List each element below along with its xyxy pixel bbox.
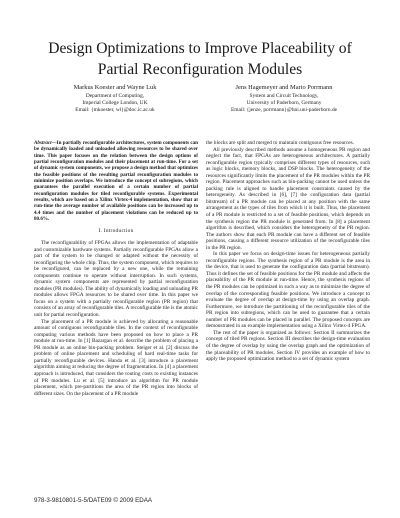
- body-paragraph: the blocks are split and merged to maintain contiguous free resources.: [206, 140, 355, 146]
- section-heading-introduction: I. Introduction: [98, 228, 134, 235]
- author-email: Email: {jenze, porrmann}@hni.uni-paderborn.de: [230, 107, 338, 114]
- body-paragraph: The reconfigurability of FPGAs allows the implementation of adaptable and customizable hardware systems. Partially reconfigurable FPGAs allow a part of the system to be changed or adapted without the necessity of reconfiguring the whole chip. Thus, the system component, which requires to be reconfigured, can be replaced by a new one, while the remaining components continue to operate without interruption. In such systems, dynamic system components are represented by partial reconfiguration modules (PR modules). The ability of dynamically loading and unloading PR modules allows FPGA resources to be shared over time. In this paper we focus on a system with a partially reconfigurable region (PR region) that consists of an array of reconfigurable tiles. A reconfigurable tile is the atomic unit for partial reconfiguration.: [34, 240, 198, 319]
- abstract: [34, 140, 198, 222]
- left-column: [34, 140, 198, 397]
- paper-title: [20, 38, 380, 80]
- copyright-footer: 978-3-9810801-5-5/DATE09 © 2009 EDAA: [34, 497, 152, 504]
- body-paragraph: All previously described methods assume a homogeneous PR region and neglect the fact, that FPGAs are heterogeneous architectures. A partially reconfigurable region typically comprises different types of resources, such as logic blocks, memory blocks, and DSP blocks. The heterogeneity of the resources significantly limits the placement of the PR modules within the PR region. Placement approaches such as bin-packing cannot be used unless the packing rule is aligned to handle placement constraints caused by the heterogeneity. As described in [6], [7] the configuration data (partial bitstream) of a PR module can be placed at any position with the same arrangement as the types of tiles from which it is built. Thus, the placement of a PR module is restricted to a set of feasible positions, which depends on the synthesis region the PR module is generated from. In [8] a placement algorithm is described, which considers the heterogeneity of the PR region. The authors show that each PR module can have a different set of feasible positions, causing a different resource utilization of the reconfigurable tiles in the PR region.: [206, 146, 370, 251]
- author-names: Jens Hagemeyer and Mario Porrmann: [235, 84, 333, 91]
- title-line-1: Design Optimizations to Improve Placeability of: [48, 40, 352, 57]
- author-block-right: [214, 84, 354, 115]
- right-column: [206, 140, 370, 363]
- author-department: Department of Computing,: [85, 92, 145, 99]
- abstract-lead: Abstract: [34, 140, 52, 146]
- abstract-text: —In partially reconfigurable architectures, system components can be dynamically loaded and unloaded allowing resources to be shared over time. This paper focuses on the relation between the design options of partial reconfiguration modules and their placement at run-time. For a set of dynamic system components, we propose a design method that optimizes the feasible positions of the resulting partial reconfiguration modules to minimize position overlaps. We introduce the concept of subregions, which guarantees the parallel execution of a certain number of partial reconfiguration modules for tiled reconfigurable systems. Experimental results, which are based on a Xilinx Virtex-4 implementation, show that at run-time the average number of available positions can be increased up to 4.4 times and the number of placement violations can be reduced up to 80.6%.: [34, 140, 198, 223]
- body-paragraph: The placement of a PR module is achieved by allocating a reasonable amount of contiguous reconfigurable tiles. In the context of reconfigurable computing various methods have been proposed on how to place a PR module at run-time. In [1] Bazargan et al. describe the problem of placing a PR module as an online bin-packing problem. Steiger et al. [2] discuss the problem of online placement and scheduling of hard real-time tasks for partially reconfigurable devices. Handa et al. [3] introduce a placement algorithm aiming at reducing the degree of fragmentation. In [4] a placement approach is introduced, that considers the routing costs to existing instances of PR modules. Lu et al. [5] introduce an algorithm for PR module placement, which pre-partitions the area of the PR region into blocks of different sizes. On the placement of a PR module: [34, 318, 198, 397]
- author-block-left: [45, 84, 185, 115]
- author-institution: Imperial College London, UK: [82, 100, 148, 106]
- author-institution: University of Paderborn, Germany: [246, 100, 322, 106]
- body-paragraph: In this paper we focus on design-time issues for heterogeneous partially reconfigurable regions. The synthesis region of a PR module is the area in the device, that is used to generate the configuration data (partial bitstream). Thus it defines the set of feasible positions for the PR module and affects the placeability of the PR module at run-time. Hence, the synthesis regions of the PR modules can be optimized in such a way as to minimize the degree of overlap of the corresponding feasible positions. We introduce a concept to evaluate the degree of overlap at design-time by using an overlap graph. Furthermore, we introduce the partitioning of the reconfigurable tiles of the PR region into subregions, which can be used to guarantee that a certain number of PR modules can be placed in parallel. The proposed concepts are demonstrated in an example implementation using a Xilinx Virtex-4 FPGA.: [206, 251, 370, 330]
- author-names: Markus Koester and Wayne Luk: [73, 84, 157, 91]
- body-paragraph: The rest of the paper is organized as follows: Section II summarizes the concept of tiled PR regions. Section III describes the design-time evaluation of the degree of overlap by using the overlap graph and the optimization of the placeability of PR modules. Section IV provides an example of how to apply the proposed optimization method to a set of dynamic system: [206, 329, 370, 363]
- author-email: Email: {mkoester, wl}@doc.ic.ac.uk: [75, 107, 155, 114]
- title-line-2: Partial Reconfiguration Modules: [97, 61, 303, 78]
- author-department: System and Circuit Technology,: [249, 92, 319, 99]
